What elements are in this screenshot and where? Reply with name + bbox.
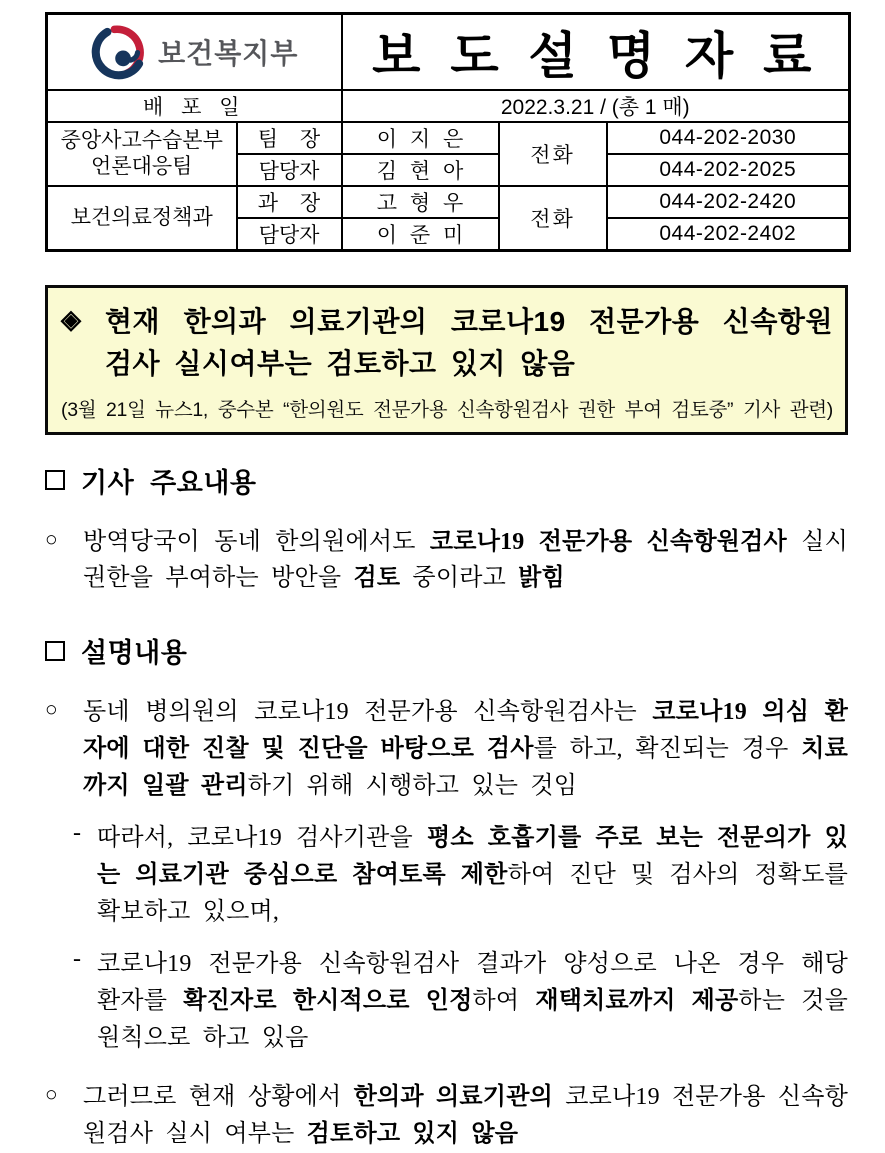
paragraph [45,524,848,598]
contact-phone: 044-202-2420 [607,186,850,218]
square-bullet-icon [45,470,65,490]
release-date-value: 2022.3.21 / (총 1 매) [342,90,850,122]
ministry-name: 보건복지부 [158,37,299,69]
document-type-title [342,14,850,90]
contact-dept-2 [47,186,237,251]
section-heading-article-summary [45,461,848,500]
release-date-label: 배 포 일 [47,90,342,122]
paragraph-text: 그러므로 현재 상황에서 한의과 의료기관의 코로나19 전문가용 신속항원검사 실시 여부는 검토하고 있지 않음 [83,1083,848,1147]
contact-role: 담당자 [237,218,342,251]
mohw-government-emblem-icon [90,23,148,81]
paragraph-text: 따라서, 코로나19 검사기관을 평소 호흡기를 주로 보는 전문의가 있는 의료기관 중심으로 참여토록 제한하여 진단 및 검사의 정확도를 확보하고 있으며, [97,825,848,926]
contact-name: 김 현 아 [342,154,499,186]
contact-name: 이 지 은 [342,122,499,154]
square-bullet-icon [45,641,65,661]
ministry-logo-cell [47,14,342,90]
masthead-table [45,12,851,252]
phone-label-1: 전화 [499,122,607,186]
paragraph-text: 동네 병의원의 코로나19 전문가용 신속항원검사는 코로나19 의심 환자에 대한 진찰 및 진단을 바탕으로 검사를 하고, 확진되는 경우 치료까지 일괄 관리하기 위해 시행하고 있는 것임 [83,699,848,800]
dash-bullet-icon: - [73,946,81,973]
paragraph [45,1079,848,1153]
circle-bullet-icon: ○ [45,526,58,551]
contact-role: 팀 장 [237,122,342,154]
headline-line-2: 검사 실시여부는 검토하고 있지 않음 [105,347,576,379]
dept-line-1: 보건의료정책과 [70,205,213,229]
dash-bullet-icon: - [73,820,81,847]
headline-title [105,301,833,385]
section-title: 설명내용 [81,638,188,669]
dept-line-2: 언론대응팀 [91,154,193,178]
contact-phone: 044-202-2030 [607,122,850,154]
sub-paragraph [45,820,848,931]
contact-dept-1 [47,122,237,186]
section-heading-explanation [45,631,848,670]
phone-label-2: 전화 [499,186,607,251]
paragraph [45,694,848,805]
section-title: 기사 주요내용 [81,467,257,498]
contact-role: 담당자 [237,154,342,186]
document-type-text: 보 도 설 명 자 료 [372,27,819,84]
contact-name: 이 준 미 [342,218,499,251]
diamond-bullet-icon: ◈ [61,303,81,334]
contact-role: 과 장 [237,186,342,218]
headline-source-note: (3월 21일 뉴스1, 중수본 “한의원도 전문가용 신속항원검사 권한 부여 검토중” 기사 관련) [61,398,833,421]
sub-paragraph [45,946,848,1057]
paragraph-text: 코로나19 전문가용 신속항원검사 결과가 양성으로 나온 경우 해당 환자를 확진자로 한시적으로 인정하여 재택치료까지 제공하는 것을 원칙으로 하고 있음 [97,951,848,1052]
circle-bullet-icon: ○ [45,697,58,722]
headline-highlight-box [45,285,848,435]
paragraph-text: 방역당국이 동네 한의원에서도 코로나19 전문가용 신속항원검사 실시 권한을 부여하는 방안을 검토 중이라고 밝힘 [83,528,849,592]
contact-phone: 044-202-2025 [607,154,850,186]
contact-phone: 044-202-2402 [607,218,850,251]
contact-name: 고 형 우 [342,186,499,218]
circle-bullet-icon: ○ [45,1081,58,1106]
headline-line-1: 현재 한의과 의료기관의 코로나19 전문가용 신속항원 [105,305,833,337]
dept-line-1: 중앙사고수습본부 [60,129,223,153]
